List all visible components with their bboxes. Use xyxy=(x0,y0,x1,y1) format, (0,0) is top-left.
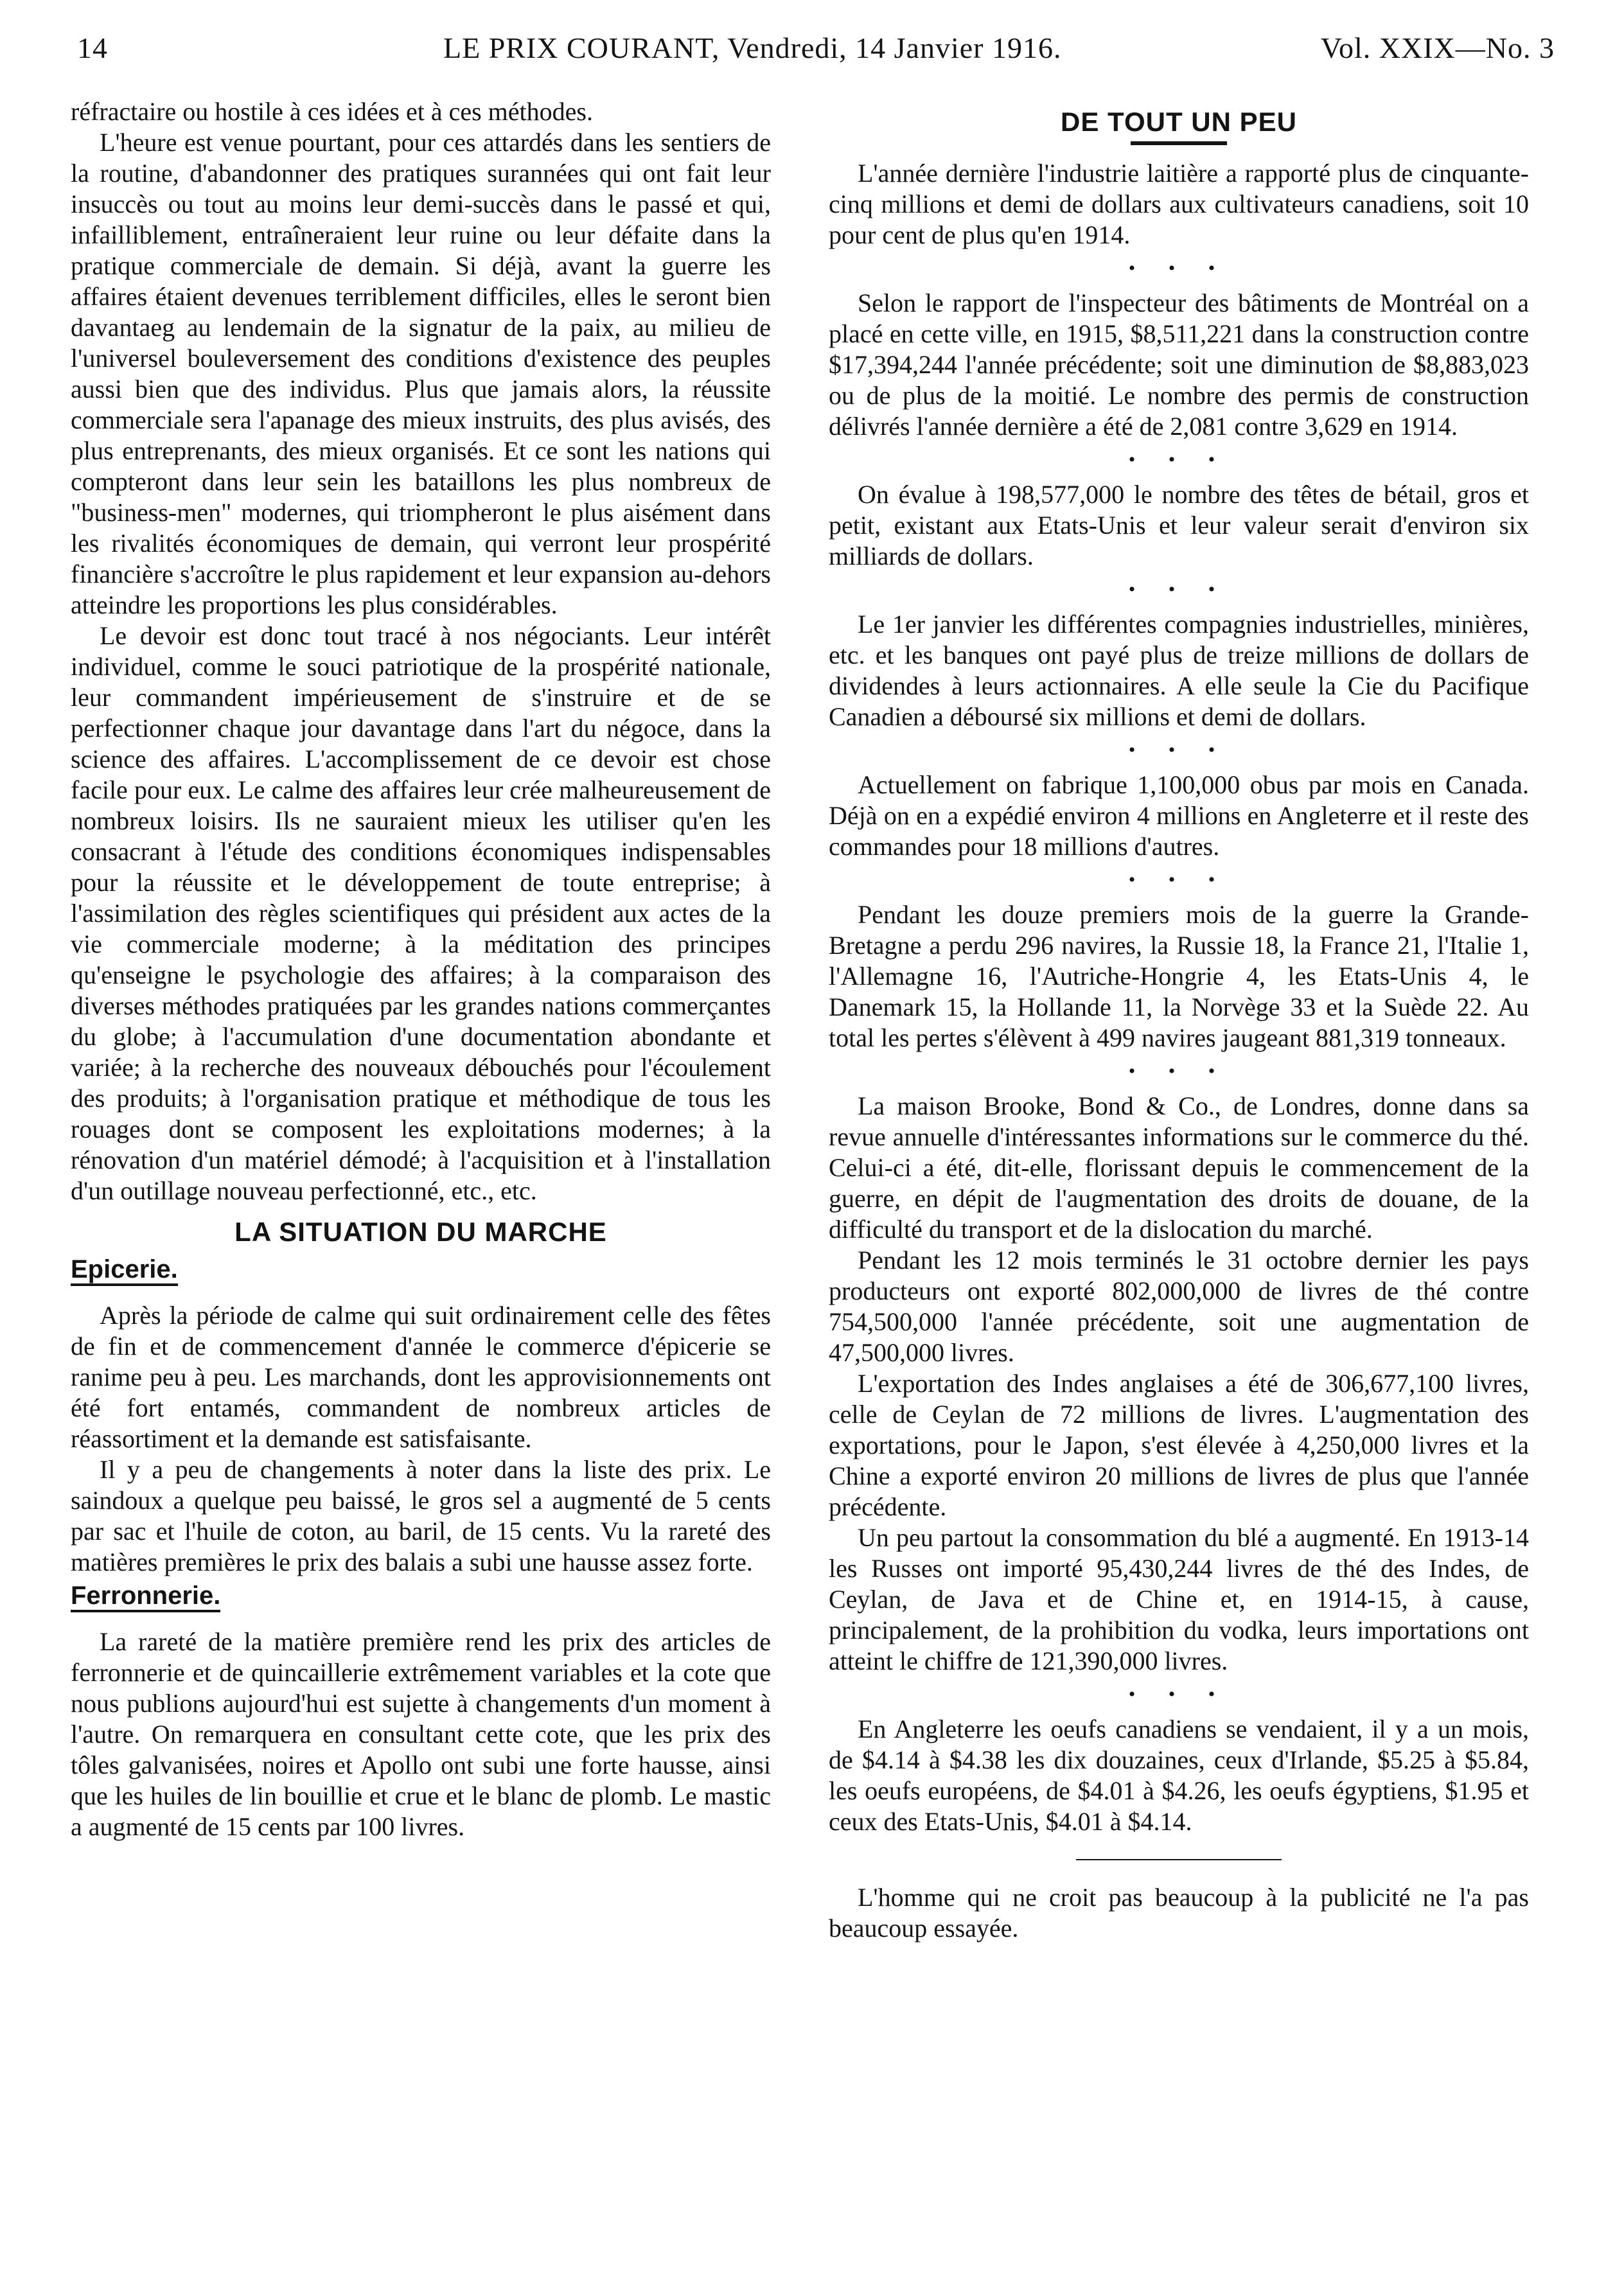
separator-stars: • • • xyxy=(1128,1684,1230,1705)
paragraph: Le 1er janvier les différentes compagnies industrielles, minières, etc. et les banques ont payé plus de treize millions de dollars de dividendes à leurs actionnaires. A elle seule la Cie du Pacifique Canadien a déboursé six millions et demi de dollars. xyxy=(829,610,1529,731)
page-number: 14 xyxy=(77,31,108,64)
paragraph: L'homme qui ne croit pas beaucoup à la publicité ne l'a pas beaucoup essayée. xyxy=(829,1883,1529,1943)
section-title-de-tout-un-peu: DE TOUT UN PEU xyxy=(1061,107,1297,137)
paragraph: En Angleterre les oeufs canadiens se vendaient, il y a un mois, de $4.14 à $4.38 les dix douzaines, ceux d'Irlande, $5.25 à $5.84, les oeufs européens, de $4.01 à $4.26, les oeufs égyptiens, $1.95 et ceux des Etats-Unis, $4.01 à $4.14. xyxy=(829,1714,1529,1836)
section-title-situation-marche: LA SITUATION DU MARCHE xyxy=(234,1217,607,1247)
paragraph: Après la période de calme qui suit ordinairement celle des fêtes de fin et de commencement d'année le commerce d'épicerie se ranime peu à peu. Les marchands, dont les approvisionnements ont été fort entamés, commandent de nombreux articles de réassortiment et la demande est satisfaisante. xyxy=(71,1301,771,1453)
paragraph: L'heure est venue pourtant, pour ces attardés dans les sentiers de la routine, d'abandonner des pratiques surannées qui ont fait leur insuccès ou tout au moins leur demi-succès dans le passé et qui, infailliblement, entraîneraient leur ruine ou leur défaite dans la pratique commerciale de demain. Si déjà, avant la guerre les affaires étaient devenues terriblement difficiles, elles le seront bien davantaeg au lendemain de la signatur de la paix, au milieu de l'universel bouleversement des conditions d'existence des peuples aussi bien que des individus. Plus que jamais alors, la réussite commerciale sera l'apanage des mieux instruits, des plus avisés, des plus entreprenants, des mieux organisés. Et ce sont les nations qui compteront dans leur sein les bataillons les plus nombreux de "business-men" modernes, qui triompheront le plus aisément dans les rivalités économiques de demain, qui verront leur prospérité financière s'accroître le plus rapidement et leur expansion au-dehors atteindre les proportions les plus considérables. xyxy=(71,128,771,619)
page-header xyxy=(77,31,1555,76)
paragraph: Le devoir est donc tout tracé à nos négociants. Leur intérêt individuel, comme le souci patriotique de la prospérité nationale, leur commandent impérieusement de s'instruire et de se perfectionner chaque jour davantage dans l'art du négoce, dans la science des affaires. L'accomplissement de ce devoir est chose facile pour eux. Le calme des affaires leur crée malheureusement de nombreux loisirs. Ils ne sauraient mieux les utiliser qu'en les consacrant à l'étude des conditions économiques indispensables pour la réussite et le développement de toute entreprise; à l'assimilation des règles scientifiques qui président aux actes de la vie commerciale moderne; à la méditation des principes qu'enseigne le psychologie des affaires; à la comparaison des diverses méthodes pratiquées par les grandes nations commerçantes du globe; à l'accumulation d'une documentation abondante et variée; à la recherche des nouveaux débouchés pour l'écoulement des produits; à l'organisation pratique et méthodique de tous les rouages dont se composent les exploitations modernes; à la rénovation d'un matériel démodé; à l'acquisition et à l'installation d'un outillage nouveau perfectionné, etc., etc. xyxy=(71,621,771,1205)
paragraph: La rareté de la matière première rend les prix des articles de ferronnerie et de quincaillerie extrêmement variables et la cote que nous publions aujourd'hui est sujette à changements d'un moment à l'autre. On remarquera en consultant cette cote, que les prix des tôles galvanisées, noires et Apollo ont subi une forte hausse, ainsi que les huiles de lin bouillie et crue et le blanc de plomb. Le mastic a augmenté de 15 cents par 100 livres. xyxy=(71,1627,771,1841)
subhead-epicerie: Epicerie. xyxy=(71,1255,178,1286)
paragraph: réfractaire ou hostile à ces idées et à ces méthodes. xyxy=(71,97,593,126)
paragraph: L'exportation des Indes anglaises a été de 306,677,100 livres, celle de Ceylan de 72 millions de livres. L'augmentation des exportations, pour le Japon, s'est élevée à 4,250,000 livres et la Chine a exporté environ 20 millions de livres de plus que l'année précédente. xyxy=(829,1369,1529,1521)
paragraph: Un peu partout la consommation du blé a augmenté. En 1913-14 les Russes ont importé 95,430,244 livres de thé des Indes, de Ceylan, de Java et de Chine et, en 1914-15, à cause, principalement, de la prohibition du vodka, leurs importations ont atteint le chiffre de 121,390,000 livres. xyxy=(829,1523,1529,1675)
paragraph: Pendant les douze premiers mois de la guerre la Grande-Bretagne a perdu 296 navires, la Russie 18, la France 21, l'Italie 1, l'Allemagne 16, l'Autriche-Hongrie 4, les Etats-Unis 4, le Danemark 15, la Hollande 11, la Norvège 33 et la Suède 22. Au total les pertes s'élèvent à 499 navires jaugeant 881,319 tonneaux. xyxy=(829,900,1529,1052)
separator-stars: • • • xyxy=(1128,579,1230,600)
title-rule xyxy=(1131,141,1227,145)
paragraph: On évalue à 198,577,000 le nombre des têtes de bétail, gros et petit, existant aux Etats-Unis et leur valeur serait d'environ six milliards de dollars. xyxy=(829,480,1529,570)
separator-stars: • • • xyxy=(1128,258,1230,279)
separator-stars: • • • xyxy=(1128,739,1230,761)
separator-stars: • • • xyxy=(1128,1061,1230,1082)
paragraph: L'année dernière l'industrie laitière a rapporté plus de cinquante-cinq millions et demi de dollars aux cultivateurs canadiens, soit 10 pour cent de plus qu'en 1914. xyxy=(829,159,1529,249)
paragraph: Pendant les 12 mois terminés le 31 octobre dernier les pays producteurs ont exporté 802,000,000 de livres de thé contre 754,500,000 l'année précédente, soit une augmentation de 47,500,000 livres. xyxy=(829,1246,1529,1367)
right-column xyxy=(829,96,1529,1944)
newspaper-title: LE PRIX COURANT, Vendredi, 14 Janvier 1916. xyxy=(443,31,1062,64)
paragraph: Il y a peu de changements à noter dans la liste des prix. Le saindoux a quelque peu baissé, le gros sel a augmenté de 5 cents par sac et l'huile de coton, au baril, de 15 cents. Vu la rareté des matières premières le prix des balais a subi une hausse assez forte. xyxy=(71,1455,771,1576)
paragraph: Actuellement on fabrique 1,100,000 obus par mois en Canada. Déjà on en a expédié environ 4 millions en Angleterre et il reste des commandes pour 18 millions d'autres. xyxy=(829,770,1529,861)
separator-stars: • • • xyxy=(1128,869,1230,890)
left-column xyxy=(71,96,771,1842)
separator-rule xyxy=(1076,1859,1282,1860)
separator-stars: • • • xyxy=(1128,449,1230,470)
paragraph: La maison Brooke, Bond & Co., de Londres, donne dans sa revue annuelle d'intéressantes informations sur le commerce du thé. Celui-ci a été, dit-elle, florissant depuis le commencement de la guerre, en dépit de l'augmentation des droits de douane, de la difficulté du transport et de la dislocation du marché. xyxy=(829,1091,1529,1244)
paragraph: Selon le rapport de l'inspecteur des bâtiments de Montréal on a placé en cette ville, en 1915, $8,511,221 dans la construction contre $17,394,244 l'année précédente; soit une diminution de $8,883,023 ou de plus de la moitié. Le nombre des permis de construction délivrés l'année dernière a été de 2,081 contre 3,629 en 1914. xyxy=(829,288,1529,441)
volume-number: Vol. XXIX—No. 3 xyxy=(1320,31,1555,64)
subhead-ferronnerie: Ferronnerie. xyxy=(71,1582,220,1612)
